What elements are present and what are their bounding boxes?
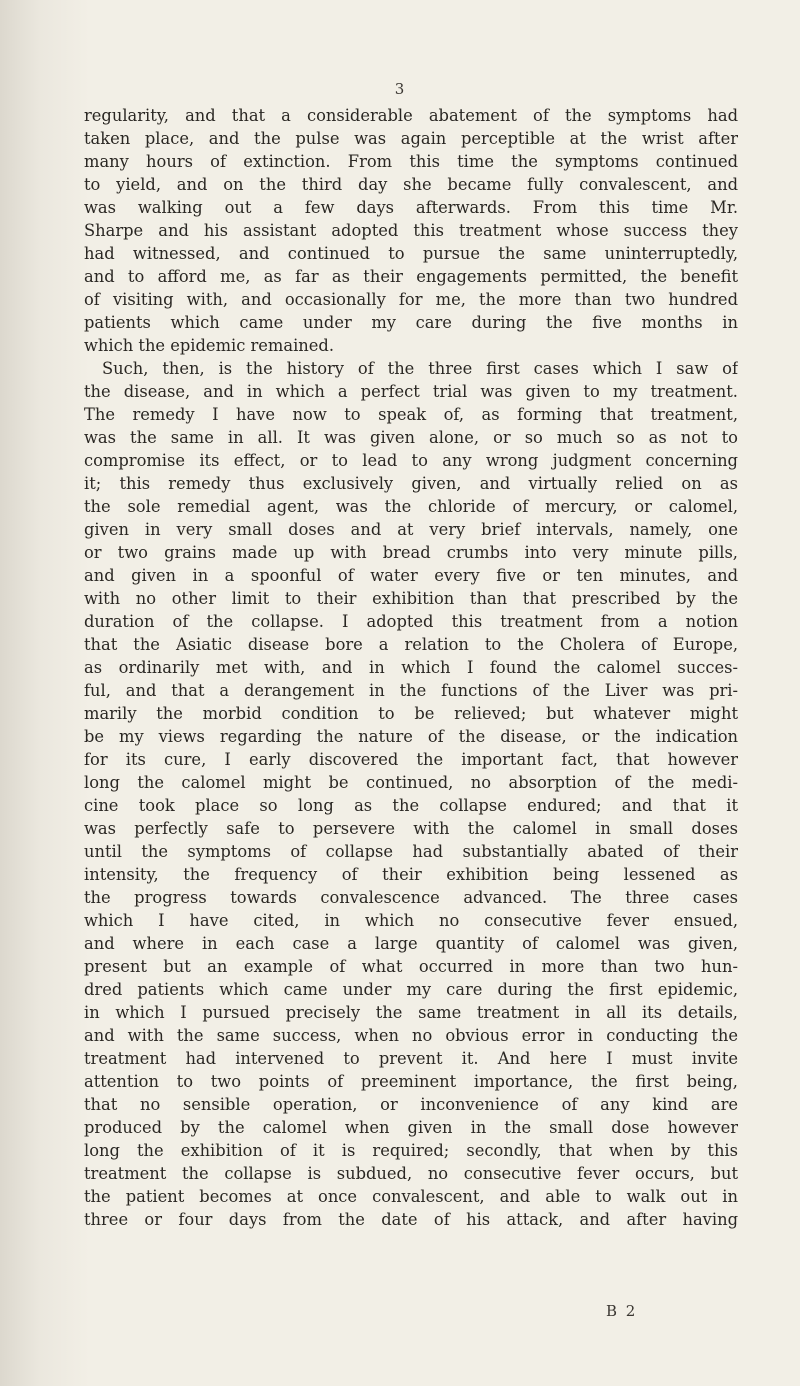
- text-line: The remedy I have now to speak of, as forming that treatment,: [84, 405, 738, 424]
- text-line: compromise its effect, or to lead to any wrong judgment concerning: [84, 451, 738, 470]
- text-line: duration of the collapse. I adopted this treatment from a notion: [84, 612, 738, 631]
- text-line: had witnessed, and continued to pursue the same uninterruptedly,: [84, 244, 738, 263]
- text-line: it; this remedy thus exclusively given, and virtually relied on as: [84, 474, 738, 493]
- text-line: cine took place so long as the collapse endured; and that it: [84, 796, 738, 815]
- text-line: be my views regarding the nature of the disease, or the indication: [84, 727, 738, 746]
- text-line: the sole remedial agent, was the chloride of mercury, or calomel,: [84, 497, 738, 516]
- text-line: ful, and that a derangement in the functions of the Liver was pri-: [84, 681, 738, 700]
- text-line: regularity, and that a considerable abatement of the symptoms had: [84, 106, 738, 125]
- text-line: many hours of extinction. From this time the symptoms continued: [84, 152, 738, 171]
- page-number: 3: [394, 80, 406, 98]
- text-line: patients which came under my care during the five months in: [84, 313, 738, 332]
- text-line: taken place, and the pulse was again perceptible at the wrist after: [84, 129, 738, 148]
- text-line: produced by the calomel when given in the small dose however: [84, 1118, 738, 1137]
- text-line: attention to two points of preeminent importance, the first being,: [84, 1072, 738, 1091]
- text-line: until the symptoms of collapse had substantially abated of their: [84, 842, 738, 861]
- text-line: in which I pursued precisely the same treatment in all its details,: [84, 1003, 738, 1022]
- text-line: for its cure, I early discovered the important fact, that however: [84, 750, 738, 769]
- text-line: marily the morbid condition to be relieved; but whatever might: [84, 704, 738, 723]
- text-line: and where in each case a large quantity of calomel was given,: [84, 934, 738, 953]
- text-line: and to afford me, as far as their engagements permitted, the benefit: [84, 267, 738, 286]
- text-line: intensity, the frequency of their exhibition being lessened as: [84, 865, 738, 884]
- text-line: was walking out a few days afterwards. From this time Mr.: [84, 198, 738, 217]
- text-line: the disease, and in which a perfect trial was given to my treatment.: [84, 382, 738, 401]
- body-text: [84, 104, 738, 1231]
- paragraph-start-line: Such, then, is the history of the three first cases which I saw of: [102, 359, 738, 378]
- text-line: and given in a spoonful of water every five or ten minutes, and: [84, 566, 738, 585]
- text-line: present but an example of what occurred in more than two hun-: [84, 957, 738, 976]
- text-line: that the Asiatic disease bore a relation to the Cholera of Europe,: [84, 635, 738, 654]
- text-line: to yield, and on the third day she became fully convalescent, and: [84, 175, 738, 194]
- text-line: treatment the collapse is subdued, no consecutive fever occurs, but: [84, 1164, 738, 1183]
- text-line: the progress towards convalescence advanced. The three cases: [84, 888, 738, 907]
- text-line: the patient becomes at once convalescent, and able to walk out in: [84, 1187, 738, 1206]
- text-line: three or four days from the date of his attack, and after having: [84, 1210, 738, 1229]
- text-line: which the epidemic remained.: [84, 336, 334, 355]
- text-line: was perfectly safe to persevere with the calomel in small doses: [84, 819, 738, 838]
- text-line: long the exhibition of it is required; secondly, that when by this: [84, 1141, 738, 1160]
- text-line: as ordinarily met with, and in which I found the calomel succes-: [84, 658, 738, 677]
- text-line: and with the same success, when no obvious error in conducting the: [84, 1026, 738, 1045]
- text-line: of visiting with, and occasionally for me, the more than two hundred: [84, 290, 738, 309]
- text-line: given in very small doses and at very brief intervals, namely, one: [84, 520, 738, 539]
- text-line: was the same in all. It was given alone, or so much so as not to: [84, 428, 738, 447]
- text-line: that no sensible operation, or inconvenience of any kind are: [84, 1095, 738, 1114]
- text-line: which I have cited, in which no consecutive fever ensued,: [84, 911, 738, 930]
- signature-mark: B 2: [606, 1302, 638, 1320]
- text-line: Sharpe and his assistant adopted this treatment whose success they: [84, 221, 738, 240]
- text-line: or two grains made up with bread crumbs into very minute pills,: [84, 543, 738, 562]
- text-line: long the calomel might be continued, no absorption of the medi-: [84, 773, 738, 792]
- text-line: with no other limit to their exhibition than that prescribed by the: [84, 589, 738, 608]
- text-line: dred patients which came under my care during the first epidemic,: [84, 980, 738, 999]
- text-line: treatment had intervened to prevent it. And here I must invite: [84, 1049, 738, 1068]
